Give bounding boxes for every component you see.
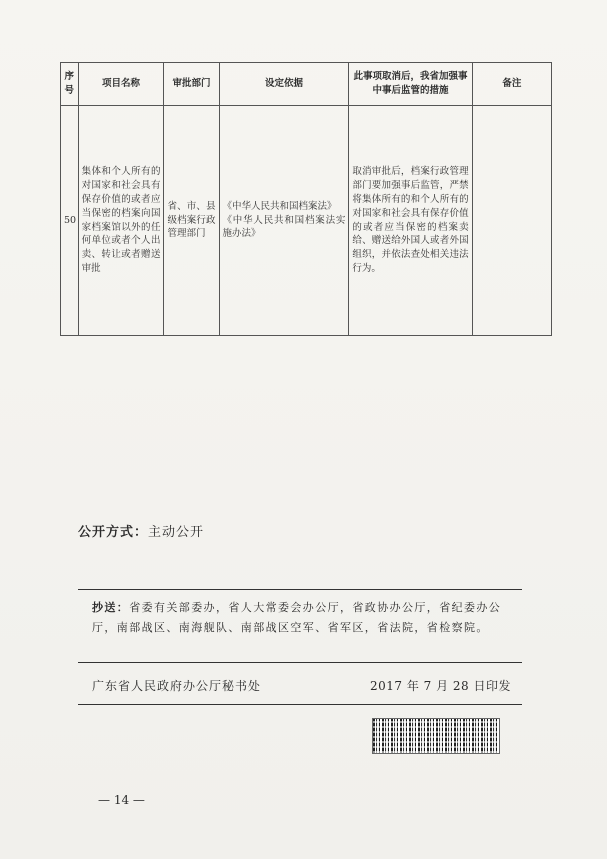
- row-item-name: 集体和个人所有的对国家和社会具有保存价值的或者应当保密的档案向国家档案馆以外的任何单位或者个人出卖、转让或者赠送审批: [78, 106, 164, 336]
- table-header-row: [61, 63, 552, 106]
- row-supervision-measure: 取消审批后，档案行政管理部门要加强事后监管，严禁将集体所有的和个人所有的对国家和社会具有保存价值的或者应当保密的档案卖给、赠送给外国人或者外国组织，并依法查处相关违法行为。: [349, 106, 472, 336]
- table-row: [61, 106, 552, 336]
- disclosure-label: 公开方式：: [78, 525, 149, 540]
- divider-bottom: [78, 704, 522, 705]
- disclosure-value: 主动公开: [148, 525, 205, 540]
- header-note: 备注: [472, 63, 551, 106]
- row-legal-basis: [219, 106, 349, 336]
- header-dept: 审批部门: [164, 63, 219, 106]
- basis-archives-law-rules: 《中华人民共和国档案法实施办法》: [222, 214, 346, 240]
- header-measure: 此事项取消后，我省加强事中事后监管的措施: [349, 63, 472, 106]
- page-number: — 14 —: [98, 793, 145, 807]
- issuing-office: 广东省人民政府办公厅秘书处: [92, 679, 262, 693]
- header-seq: 序号: [61, 63, 79, 106]
- issue-date: 2017 年 7 月 28 日印发: [369, 679, 511, 693]
- row-seq: 50: [61, 106, 79, 336]
- row-approval-dept: 省、市、县级档案行政管理部门: [164, 106, 219, 336]
- header-basis: 设定依据: [219, 63, 349, 106]
- header-name: 项目名称: [78, 63, 164, 106]
- barcode-image: [372, 718, 500, 754]
- cc-list: [92, 598, 516, 638]
- divider-middle: [78, 662, 522, 663]
- row-note: [472, 106, 551, 336]
- disclosure-method: [78, 521, 204, 540]
- basis-archives-law: 《中华人民共和国档案法》: [222, 200, 337, 212]
- cc-text: 省委有关部委办，省人大常委会办公厅，省政协办公厅，省纪委办公厅，南部战区、南海舰队、南部战区空军、省军区，省法院，省检察院。: [92, 601, 502, 634]
- divider-top: [78, 589, 522, 590]
- cc-label: 抄送：: [92, 601, 130, 614]
- approval-items-table: [60, 62, 552, 336]
